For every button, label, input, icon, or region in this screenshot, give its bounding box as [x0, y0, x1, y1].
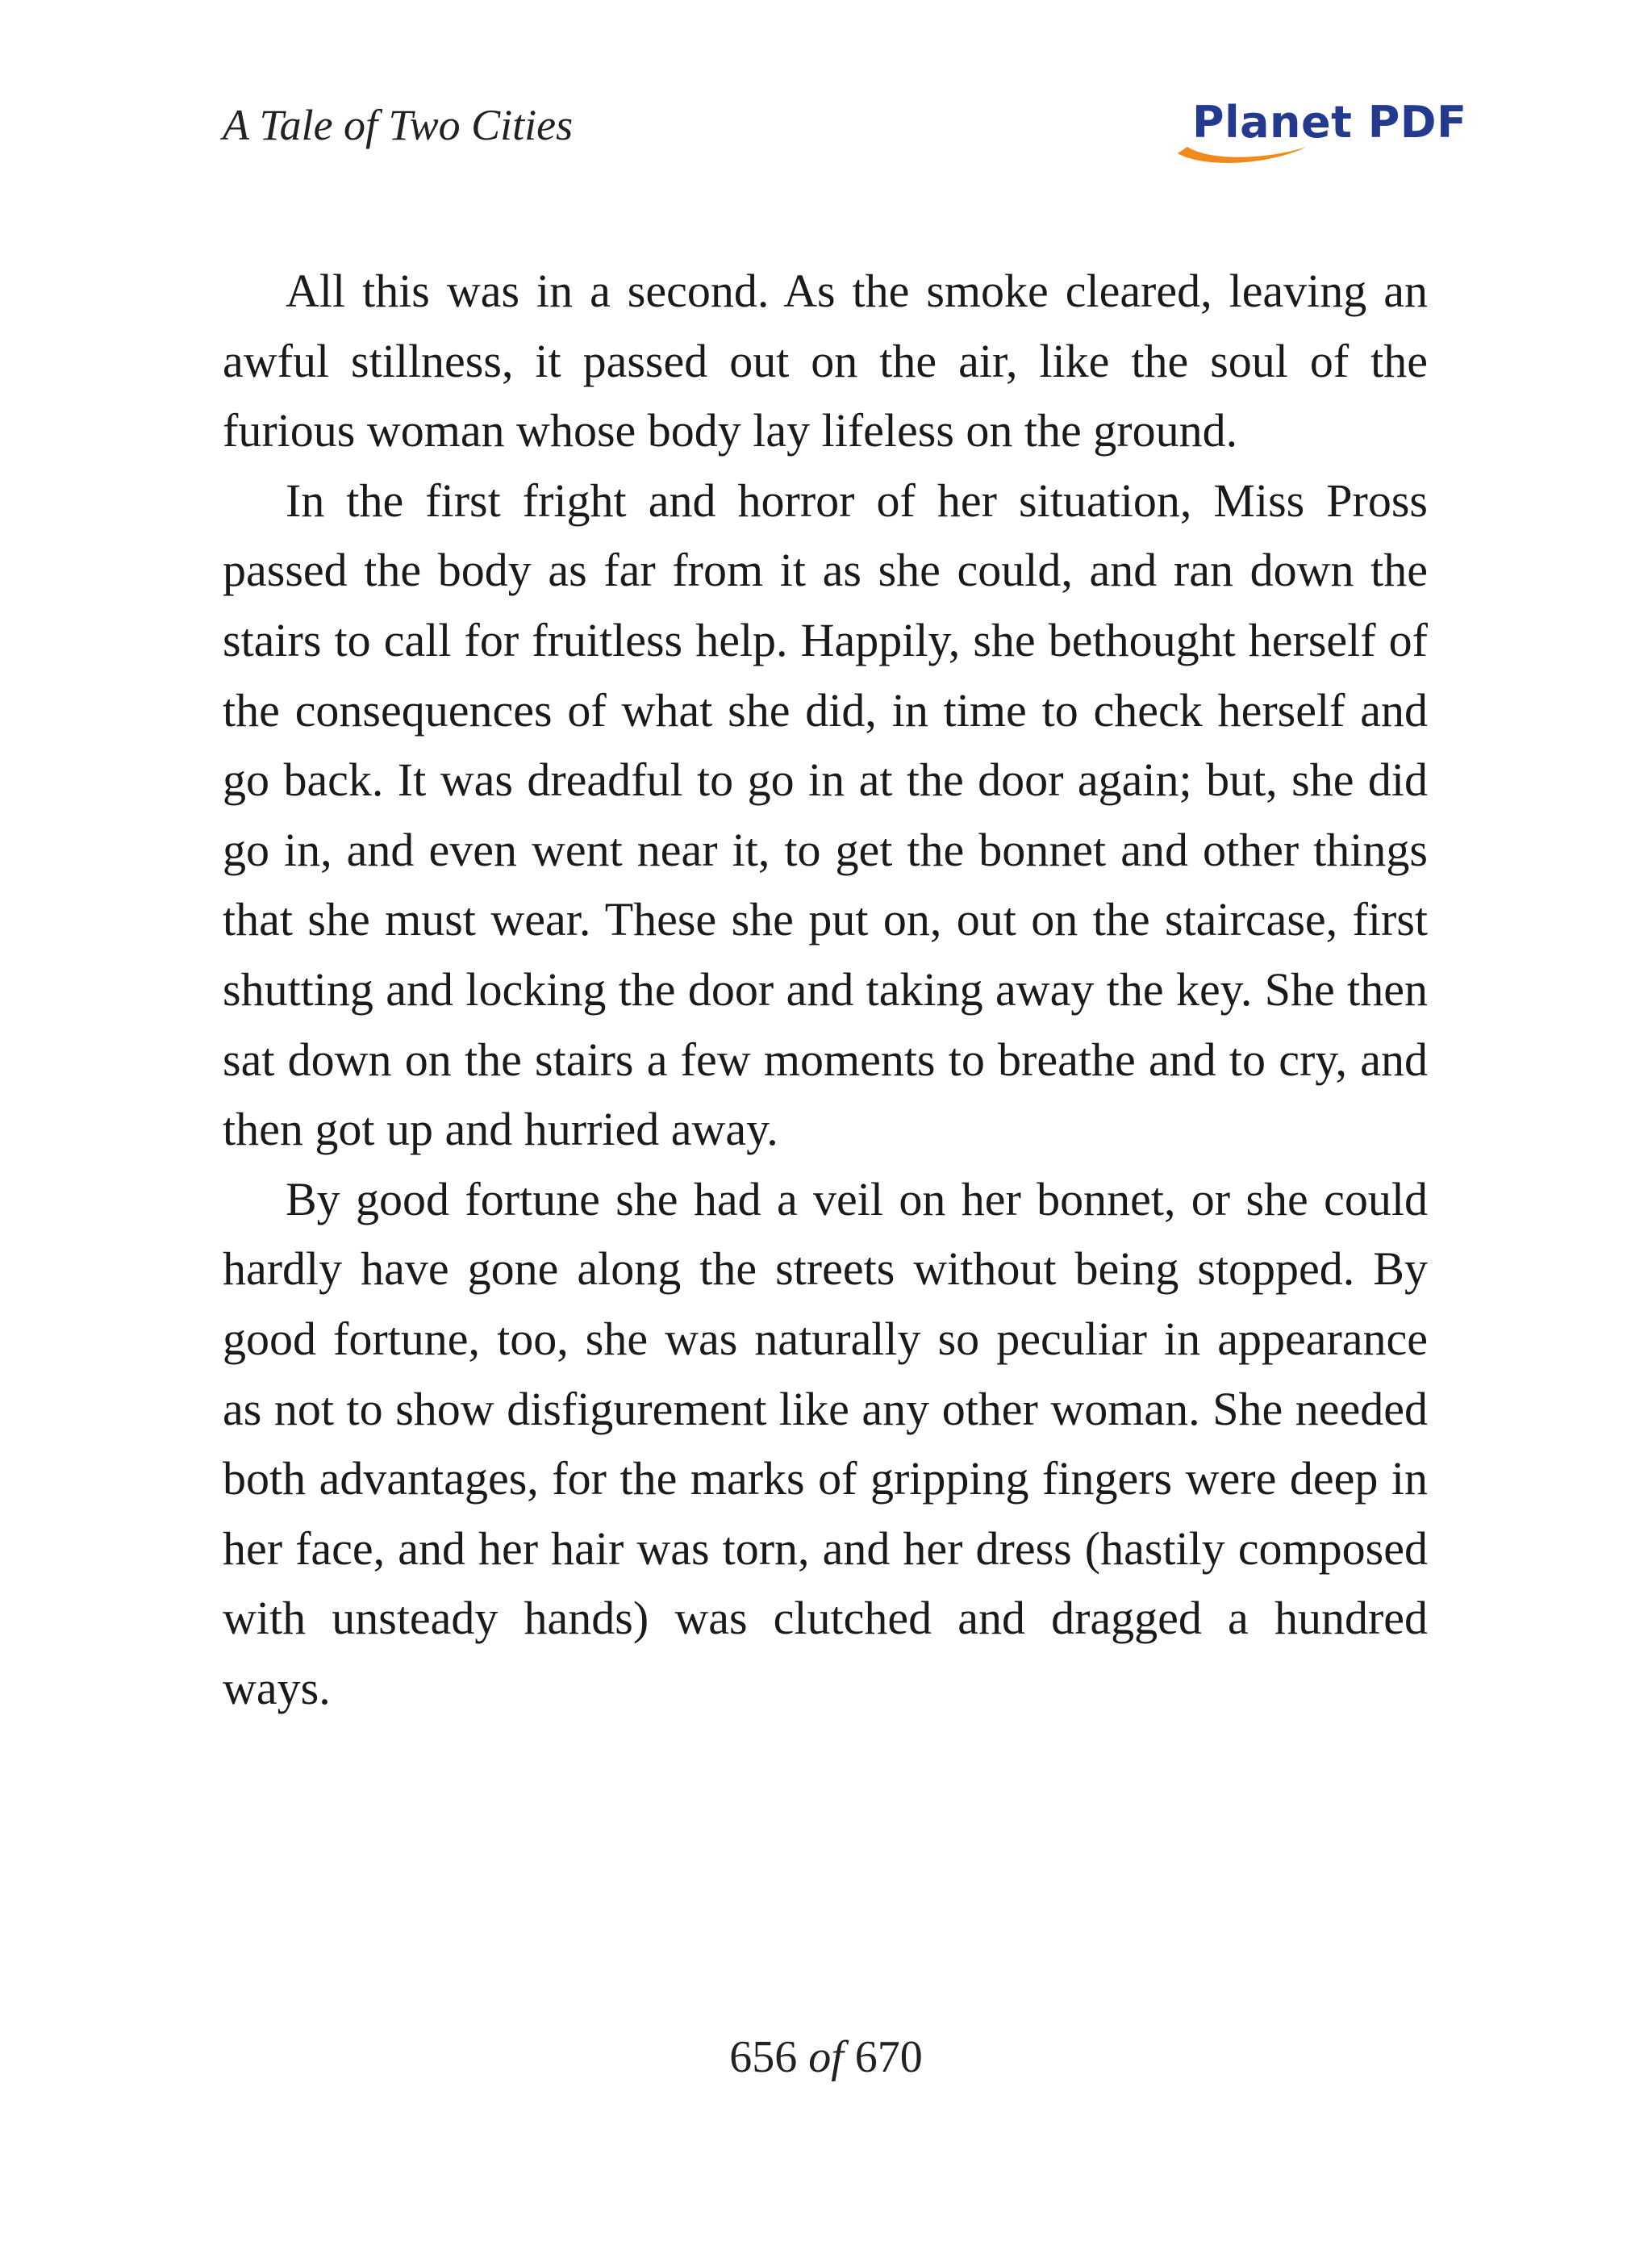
paragraph: All this was in a second. As the smoke cleared, leaving an awful stillness, it passed out on the air, like the soul of the furious woman whose body lay lifeless on the ground. [223, 265, 1428, 457]
logo-text: Planet PDF [1192, 97, 1467, 148]
page-body [223, 257, 1428, 1723]
paragraph: By good fortune she had a veil on her bonnet, or she could hardly have gone along the streets without being stopped. By good fortune, too, she was naturally so peculiar in appearance as not to show disfigurement like any other woman. She needed both advantages, for the marks of gripping fingers were deep in her face, and her hair was torn, and her dress (hastily composed with unsteady hands) was clutched and dragged a hundred ways. [223, 1172, 1428, 1714]
book-title: A Tale of Two Cities [223, 101, 574, 149]
current-page-number: 656 [729, 2032, 798, 2082]
total-page-count: 670 [854, 2032, 923, 2082]
page-number [0, 2032, 1652, 2082]
paragraph: In the first fright and horror of her situation, Miss Pross passed the body as far from it as she could, and ran down the stairs to call for fruitless help. Happily, she bethought herself of the consequences of what she did, in time to check herself and go back. It was dreadful to go in at the door again; but, she did go in, and even went near it, to get the bonnet and other things that she must wear. These she put on, out on the staircase, first shutting and locking the door and taking away the key. She then sat down on the stairs a few moments to breathe and to cry, and then got up and hurried away. [223, 474, 1428, 1156]
planet-pdf-logo [1170, 97, 1467, 169]
page-of-label: of [808, 2032, 844, 2082]
